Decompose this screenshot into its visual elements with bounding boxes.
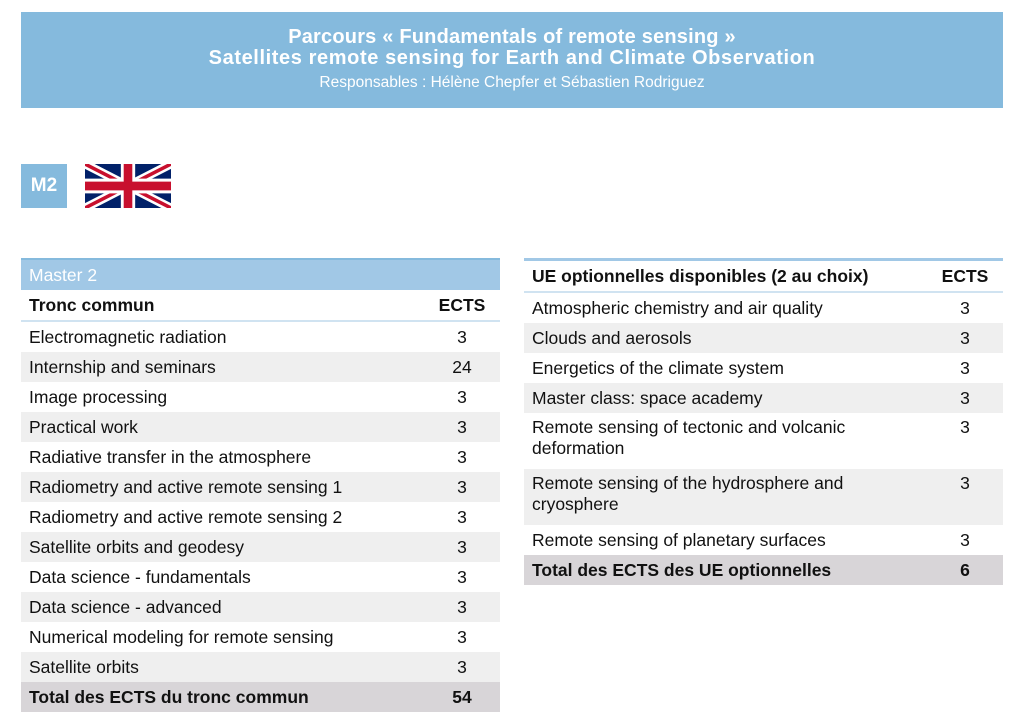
course-name: Clouds and aerosols [524, 323, 927, 353]
optional-courses-table [524, 258, 1003, 585]
course-ects: 3 [424, 652, 500, 682]
course-name: Radiometry and active remote sensing 1 [21, 472, 424, 502]
total-row [21, 682, 500, 712]
col-ects-header: ECTS [424, 290, 500, 321]
table-row [21, 382, 500, 412]
course-ects: 3 [457, 506, 467, 527]
course-name: Image processing [29, 386, 168, 407]
table-row [21, 442, 500, 472]
table-row [21, 622, 500, 652]
section-title: Master 2 [21, 259, 500, 290]
uk-flag-icon [85, 164, 171, 208]
total-label: Total des ECTS des UE optionnelles [524, 555, 927, 585]
course-ects: 3 [960, 529, 970, 550]
table-header-row [21, 290, 500, 321]
table-header-row [524, 260, 1003, 293]
core-courses-table [21, 258, 500, 712]
course-ects: 3 [927, 383, 1003, 413]
course-name: Master class: space academy [524, 383, 927, 413]
level-badge: M2 [21, 164, 67, 208]
course-name: Remote sensing of tectonic and volcanic deformation [532, 417, 846, 458]
course-name: Satellite orbits [21, 652, 424, 682]
course-name: Internship and seminars [21, 352, 424, 382]
course-ects: 3 [424, 592, 500, 622]
course-ects: 3 [424, 472, 500, 502]
table-row [524, 323, 1003, 353]
table-row [21, 652, 500, 682]
table-row [21, 592, 500, 622]
managers-text: Responsables : Hélène Chepfer et Sébastien Rodriguez [319, 74, 705, 91]
course-ects: 3 [424, 412, 500, 442]
table-row [524, 413, 1003, 469]
course-name: Remote sensing of the hydrosphere and cryosphere [524, 469, 927, 525]
table-row [21, 352, 500, 382]
course-ects: 3 [457, 626, 467, 647]
course-ects: 3 [960, 357, 970, 378]
course-ects: 3 [927, 323, 1003, 353]
table-row [524, 469, 1003, 525]
course-name: Practical work [21, 412, 424, 442]
course-name: Radiometry and active remote sensing 2 [29, 506, 343, 527]
header-banner [21, 12, 1003, 108]
table-row [21, 532, 500, 562]
course-ects: 3 [960, 297, 970, 318]
page-title: Parcours « Fundamentals of remote sensing » [288, 26, 736, 48]
col-ects-header: ECTS [927, 260, 1003, 293]
table-row [21, 562, 500, 592]
col-course-header: Tronc commun [21, 290, 424, 321]
table-row [21, 502, 500, 532]
course-ects: 3 [424, 532, 500, 562]
total-row [524, 555, 1003, 585]
course-ects: 3 [457, 446, 467, 467]
total-value: 6 [927, 555, 1003, 585]
table-row [524, 383, 1003, 413]
course-name: Remote sensing of planetary surfaces [532, 529, 826, 550]
course-ects: 3 [457, 566, 467, 587]
table-row [524, 353, 1003, 383]
course-name: Satellite orbits and geodesy [21, 532, 424, 562]
course-ects: 24 [424, 352, 500, 382]
course-name: Radiative transfer in the atmosphere [29, 446, 312, 467]
table-row [524, 525, 1003, 555]
table-row [21, 472, 500, 502]
page-subtitle: Satellites remote sensing for Earth and Climate Observation [208, 47, 816, 69]
table-row [524, 292, 1003, 323]
course-ects: 3 [960, 417, 970, 437]
table-row [21, 321, 500, 352]
course-name: Energetics of the climate system [532, 357, 784, 378]
table-row [21, 412, 500, 442]
course-name: Electromagnetic radiation [29, 326, 227, 347]
course-name: Atmospheric chemistry and air quality [532, 297, 823, 318]
course-ects: 3 [457, 386, 467, 407]
total-value: 54 [424, 682, 500, 712]
col-course-header: UE optionnelles disponibles (2 au choix) [524, 260, 927, 293]
total-label: Total des ECTS du tronc commun [21, 682, 424, 712]
course-ects: 3 [927, 469, 1003, 525]
course-name: Numerical modeling for remote sensing [29, 626, 334, 647]
course-ects: 3 [457, 326, 467, 347]
course-name: Data science - fundamentals [29, 566, 251, 587]
section-title-row [21, 259, 500, 290]
course-name: Data science - advanced [21, 592, 424, 622]
